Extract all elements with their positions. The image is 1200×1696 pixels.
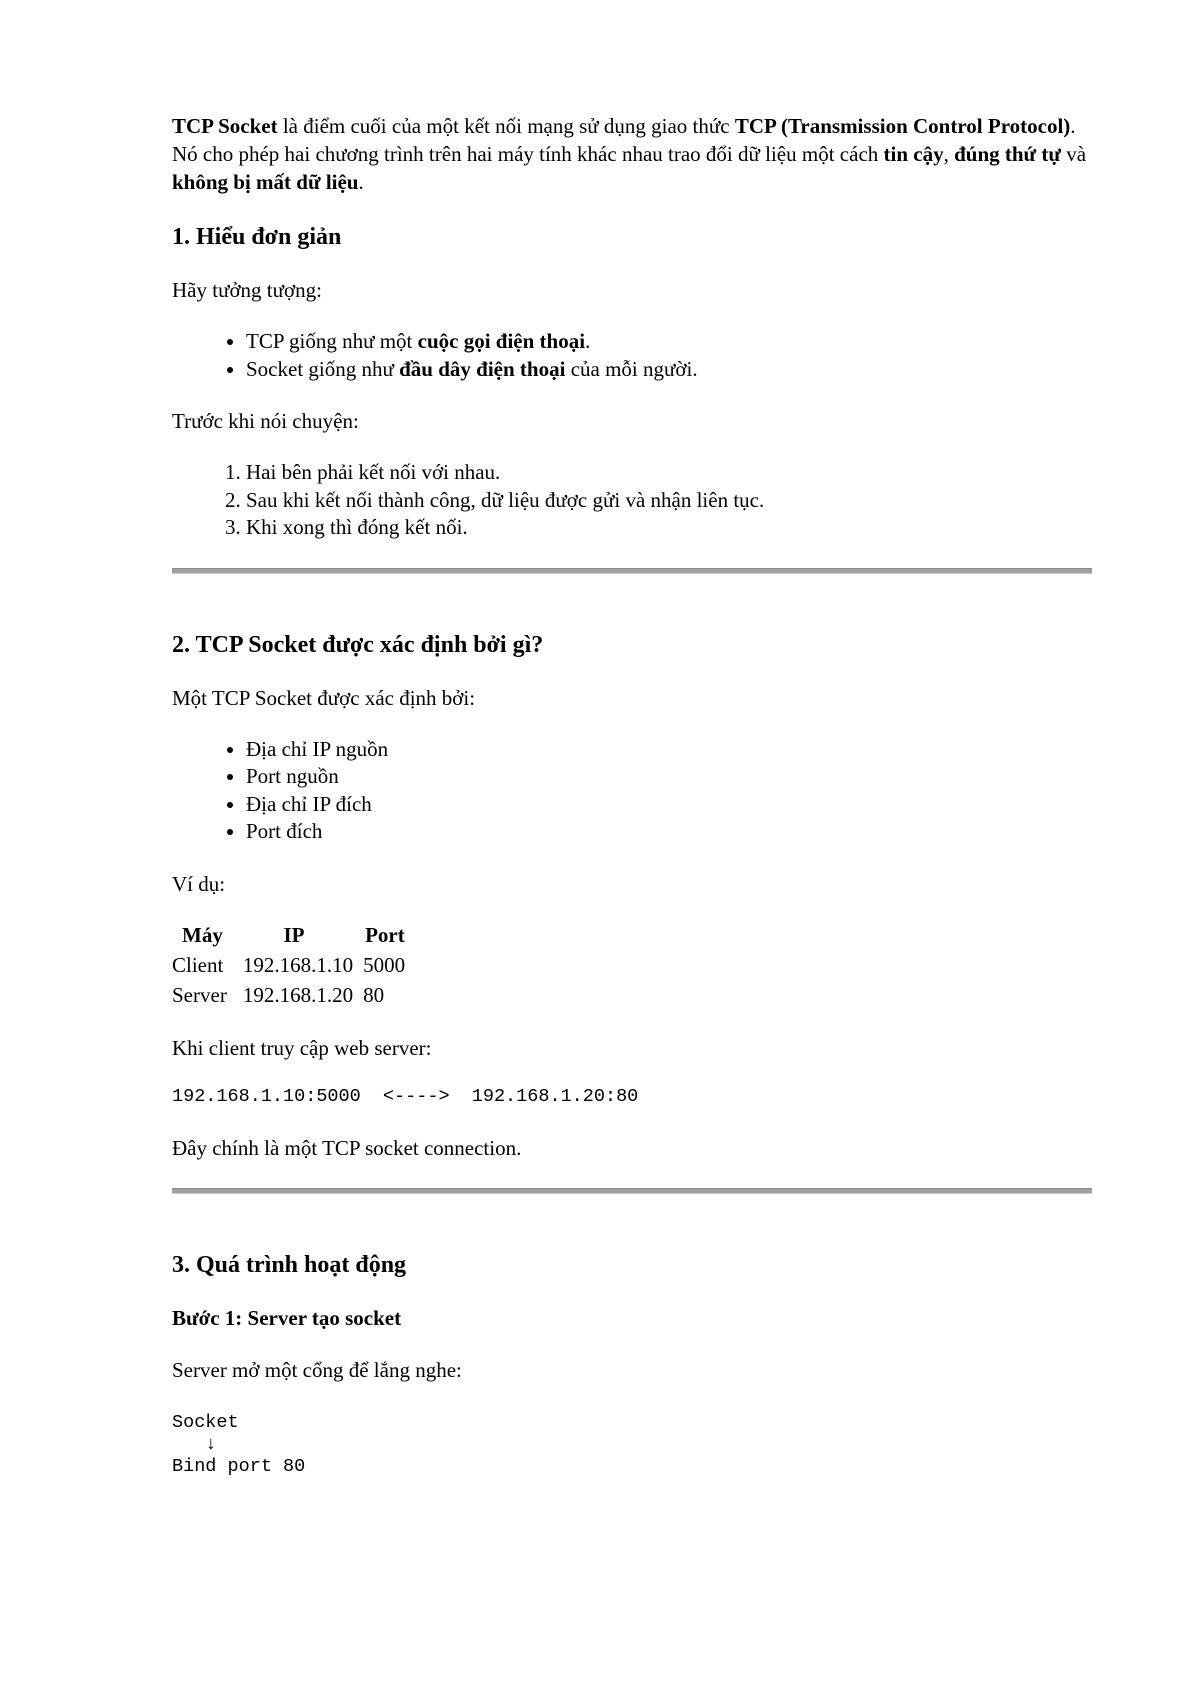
bullet-text: TCP giống như một: [246, 329, 418, 353]
bullet-text: Socket giống như: [246, 356, 400, 381]
bullet-text: của mỗi người.: [565, 356, 698, 381]
example-table: [170, 920, 417, 1010]
bullet-bold: đầu dây điện thoại: [399, 356, 566, 381]
code-line: Bind port 80: [172, 1455, 306, 1477]
table-cell: Server: [172, 982, 227, 1007]
intro-paragraph: [172, 112, 1092, 196]
section2-conclusion: Đây chính là một TCP socket connection.: [172, 1135, 522, 1160]
section2-heading: 2. TCP Socket được xác định bởi gì?: [172, 631, 544, 658]
section1-bullet-list: [172, 328, 1092, 383]
section3-heading: 3. Quá trình hoạt động: [172, 1251, 407, 1278]
intro-protocol: TCP (Transmission Control Protocol): [734, 114, 1071, 138]
bullet-text: .: [585, 329, 591, 353]
table-header: IP: [283, 922, 305, 947]
list-item: 2. Sau khi kết nối thành công, dữ liệu được gửi và nhận liên tục.: [246, 487, 1092, 515]
intro-ordered: đúng thứ tự: [954, 142, 1062, 166]
server-code-block: [172, 1412, 1092, 1478]
intro-text: và: [1061, 142, 1087, 166]
step1-text: Server mở một cổng để lắng nghe:: [172, 1357, 462, 1382]
section2-example: Ví dụ:: [172, 871, 226, 896]
list-item: • Port nguồn: [246, 763, 1092, 791]
code-line: ↓: [172, 1433, 217, 1455]
section2-bullet-list: [172, 736, 1092, 846]
table-header: Máy: [182, 922, 223, 947]
table-cell: 192.168.1.20: [242, 982, 354, 1007]
section2-access: Khi client truy cập web server:: [172, 1035, 432, 1060]
list-item: 1. Hai bên phải kết nối với nhau.: [246, 459, 1092, 487]
step1-heading: Bước 1: Server tạo socket: [172, 1305, 402, 1330]
table-header: Port: [365, 922, 405, 947]
intro-reliable: tin cậy: [883, 142, 944, 166]
connection-code-block: 192.168.1.10:5000 <----> 192.168.1.20:80: [172, 1085, 639, 1107]
intro-no-loss: không bị mất dữ liệu: [172, 170, 359, 194]
table-cell: Client: [172, 952, 224, 977]
list-item: [246, 328, 1092, 356]
list-item: • Port đích: [246, 818, 1092, 846]
list-item: [246, 356, 1092, 384]
intro-term: TCP Socket: [172, 114, 278, 138]
section1-imagine: Hãy tưởng tượng:: [172, 278, 322, 302]
section-divider: [172, 568, 1092, 574]
intro-text: là điểm cuối của một kết nối mạng sử dụng giao thức: [277, 114, 735, 138]
list-item: • Địa chỉ IP nguồn: [246, 736, 1092, 764]
table-header-row: [172, 920, 415, 950]
table-cell: 80: [363, 982, 385, 1007]
intro-text: .: [358, 170, 364, 194]
code-line: Socket: [172, 1411, 239, 1433]
table-cell: 5000: [363, 952, 406, 977]
intro-text: ,: [943, 142, 955, 166]
table-row: [172, 980, 415, 1010]
section1-heading: 1. Hiểu đơn giản: [172, 224, 342, 250]
section1-before: Trước khi nói chuyện:: [172, 409, 359, 433]
table-cell: 192.168.1.10: [242, 952, 354, 977]
section-divider: [172, 1188, 1092, 1194]
bullet-bold: cuộc gọi điện thoại: [417, 329, 586, 353]
document-content: [172, 112, 1092, 1478]
table-row: [172, 950, 415, 980]
section1-steps-list: [172, 459, 1092, 542]
section2-lead: Một TCP Socket được xác định bởi:: [172, 685, 476, 710]
intro-text: . Nó cho phép hai chương trình trên hai máy tính khác nhau trao đổi dữ liệu một cách: [172, 114, 1076, 166]
list-item: • Địa chỉ IP đích: [246, 791, 1092, 819]
list-item: 3. Khi xong thì đóng kết nối.: [246, 514, 1092, 542]
